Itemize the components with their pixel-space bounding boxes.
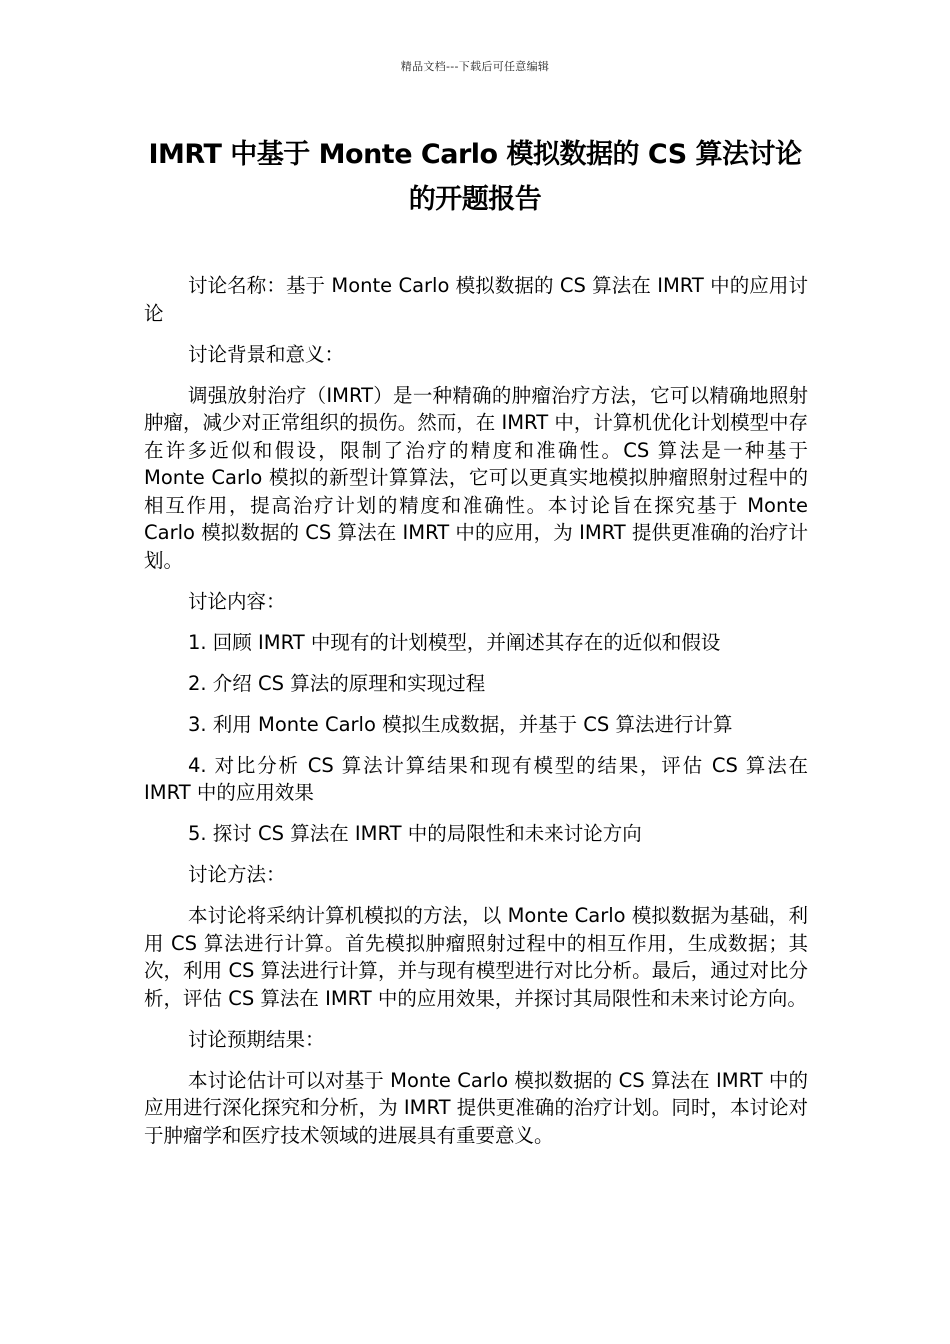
method-paragraph: 本讨论将采纳计算机模拟的方法，以 Monte Carlo 模拟数据为基础，利用 CS 算法进行计算。首先模拟肿瘤照射过程中的相互作用，生成数据；其次，利用 CS 算法进行计算，并与现有模型进行对比分析。最后，通过对比分析，评估 CS 算法在 IMRT 中的应用效果，并探讨其局限性和未来讨论方向。 <box>144 904 808 1010</box>
header-note: 精品文档---下载后可任意编辑 <box>400 60 550 73</box>
expected-results-paragraph: 本讨论估计可以对基于 Monte Carlo 模拟数据的 CS 算法在 IMRT 中的应用进行深化探究和分析，为 IMRT 提供更准确的治疗计划。同时，本讨论对于肿瘤学和医疗技术领域的进展具有重要意义。 <box>144 1068 808 1147</box>
section-heading-expected-results: 讨论预期结果： <box>188 1027 325 1051</box>
content-item-1: 1. 回顾 IMRT 中现有的计划模型，并阐述其存在的近似和假设 <box>188 630 721 654</box>
background-paragraph: 调强放射治疗（IMRT）是一种精确的肿瘤治疗方法，它可以精确地照射肿瘤，减少对正常组织的损伤。然而，在 IMRT 中，计算机优化计划模型中存在许多近似和假设，限制了治疗的精度和准确性。CS 算法是一种基于 Monte Carlo 模拟的新型计算算法，它可以更真实地模拟肿瘤照射过程中的相互作用，提高治疗计划的精度和准确性。本讨论旨在探究基于 Monte Carlo 模拟数据的 CS 算法在 IMRT 中的应用，为 IMRT 提供更准确的治疗计划。 <box>144 383 808 572</box>
document-title <box>120 132 830 222</box>
content-item-5: 5. 探讨 CS 算法在 IMRT 中的局限性和未来讨论方向 <box>188 822 642 845</box>
section-heading-method: 讨论方法： <box>188 863 286 886</box>
content-item-4: 4. 对比分析 CS 算法计算结果和现有模型的结果，评估 CS 算法在 IMRT 中的应用效果 <box>144 753 808 804</box>
section-heading-content: 讨论内容： <box>188 589 286 613</box>
content-item-3: 3. 利用 Monte Carlo 模拟生成数据，并基于 CS 算法进行计算 <box>188 712 733 736</box>
title-line-1: IMRT 中基于 Monte Carlo 模拟数据的 CS 算法讨论 <box>148 139 802 170</box>
title-line-2: 的开题报告 <box>408 184 542 215</box>
section-heading-background: 讨论背景和意义： <box>188 342 345 366</box>
project-name-paragraph: 讨论名称：基于 Monte Carlo 模拟数据的 CS 算法在 IMRT 中的应用讨论 <box>144 274 808 325</box>
document-body <box>144 272 808 1163</box>
content-item-2: 2. 介绍 CS 算法的原理和实现过程 <box>188 671 486 695</box>
